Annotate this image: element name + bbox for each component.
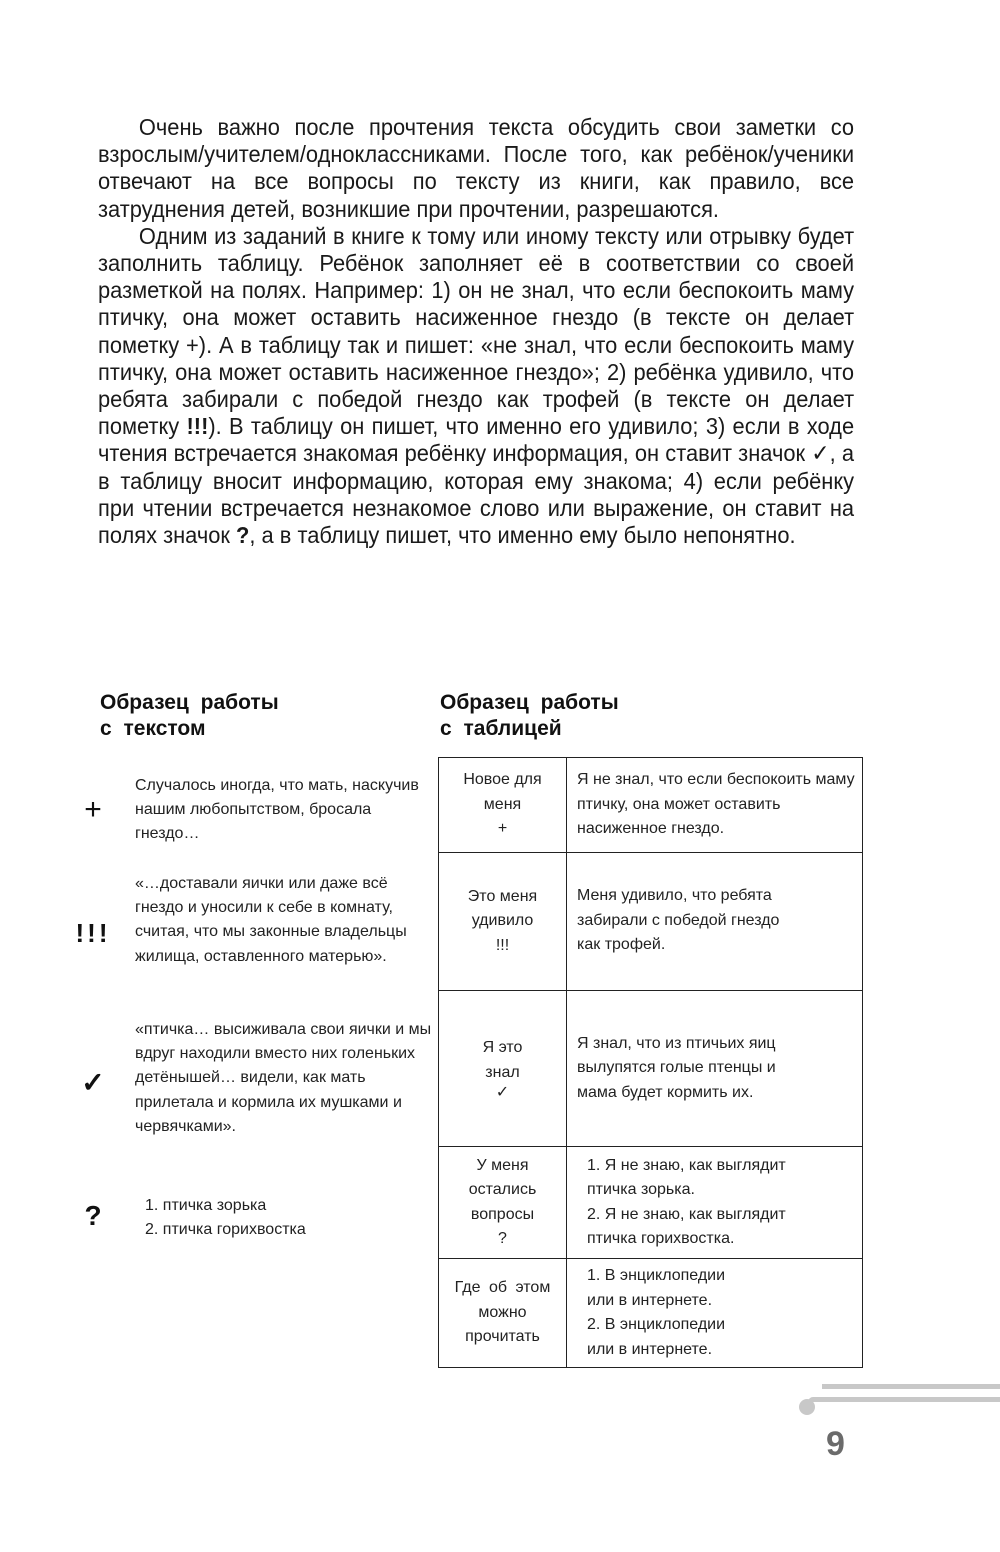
- paragraph-2: [98, 223, 854, 549]
- table-category: [439, 758, 567, 853]
- table-category: [439, 1147, 567, 1259]
- sample-text-surprised: «…доставали яички или даже всё гнездо и уносили к себе в комнату, считая, что мы законные владельцы жилища, оставленного матерью».: [135, 875, 407, 965]
- list-item: 1. Я не знаю, как выглядит птичка зорька.: [587, 1156, 786, 1198]
- table-description: Я не знал, что если беспокоить маму птичку, она может оставить насиженное гнездо.: [567, 758, 863, 853]
- heading-line: Образец работы: [440, 691, 619, 714]
- text-sample-heading: [100, 690, 279, 742]
- plus-mark-icon: +: [84, 793, 102, 826]
- table-row: [439, 853, 863, 991]
- plus-icon: +: [497, 820, 508, 838]
- table-description: Я знал, что из птичьих яиц вылупятся голые птенцы и мама будет кормить их.: [567, 991, 863, 1147]
- body-text: [98, 114, 854, 549]
- table-row: [439, 758, 863, 853]
- table-description: [567, 1147, 863, 1259]
- paragraph-1: Очень важно после прочтения текста обсудить свои заметки со взрослым/учителем/одноклассниками. После того, как ребёнок/ученики отвечают на все вопросы по тексту из книги, как правило, все затруднения детей, возникшие при прочтении, разрешаются.: [98, 114, 855, 222]
- list-item: 1. птичка зорька: [145, 1197, 267, 1214]
- table-row: [439, 1259, 863, 1368]
- category-label: Я это знал: [482, 1039, 523, 1081]
- category-label: Это меня удивило: [467, 887, 538, 930]
- table-description: Меня удивило, что ребята забирали с победой гнездо как трофей.: [567, 853, 863, 991]
- sample-table: [438, 757, 863, 1368]
- table-description: [567, 1259, 863, 1368]
- footer-rule-bottom: [808, 1397, 1000, 1402]
- category-label: У меня остались вопросы: [468, 1156, 537, 1223]
- exclamation-mark-inline: !!!: [186, 413, 209, 440]
- question-icon: ?: [498, 1230, 507, 1247]
- heading-line: с таблицей: [440, 717, 562, 740]
- paragraph-2-text: , а в таблицу пишет, что именно ему было непонятно.: [249, 522, 796, 549]
- question-mark-inline: ?: [236, 522, 250, 549]
- page-number: 9: [826, 1425, 845, 1463]
- sample-text-new: Случалось иногда, что мать, наскучив нашим любопытством, бросала гнездо…: [135, 777, 419, 843]
- heading-line: Образец работы: [100, 691, 279, 714]
- table-category: [439, 991, 567, 1147]
- list-item: 2. В энциклопедии или в интернете.: [587, 1316, 726, 1358]
- exclamation-mark-icon: !!!: [75, 918, 111, 948]
- list-item: 1. В энциклопедии или в интернете.: [587, 1267, 726, 1309]
- checkmark-icon: ✓: [495, 1084, 510, 1101]
- table-row: [439, 991, 863, 1147]
- sample-text-known: «птичка… высиживала свои яички и мы вдруг находили вместо них голеньких детёнышей… видели, как мать прилетала и кормила их мушками и червячками».: [135, 1021, 432, 1135]
- category-label: Новое для меня: [463, 771, 542, 813]
- sample-text-questions: [135, 1194, 435, 1242]
- heading-line: с текстом: [100, 717, 206, 740]
- table-category: [439, 1259, 567, 1368]
- question-mark-icon: ?: [84, 1200, 102, 1231]
- checkmark-icon: ✓: [81, 1067, 105, 1098]
- exclamation-icon: !!!: [495, 936, 510, 954]
- list-item: 2. Я не знаю, как выглядит птичка горихвостка.: [587, 1205, 786, 1247]
- footer-bullet-dot: [799, 1399, 815, 1415]
- table-sample-heading: [440, 690, 619, 742]
- footer-rule-top: [822, 1384, 1000, 1389]
- table-category: [439, 853, 567, 991]
- paragraph-2-text: Одним из заданий в книге к тому или иному тексту или отрывку будет заполнить таблицу. Ребёнок заполняет её в соответствии со своей разметкой на полях. Например: 1) он не знал, что если беспокоить маму птичку, она может оставить насиженное гнездо (в тексте он делает пометку +). А в таблицу так и пишет: «не знал, что если беспокоить маму птичку, она может оставить насиженное гнездо»; 2) ребёнка удивило, что ребята забирали с победой гнездо как трофей (в тексте он делает пометку: [98, 222, 855, 440]
- category-label: Где об этом можно прочитать: [454, 1279, 551, 1346]
- paragraph-2-text: ). В таблицу он пишет, что именно его удивило; 3) если в ходе чтения встречается знакомая ребёнку информация, он ставит значок ✓, а в таблицу вносит информацию, которая ему знакома; 4) если ребёнку при чтении встречается незнакомое слово или выражение, он ставит на полях значок: [98, 413, 855, 549]
- list-item: 2. птичка горихвостка: [145, 1221, 306, 1239]
- table-row: [439, 1147, 863, 1259]
